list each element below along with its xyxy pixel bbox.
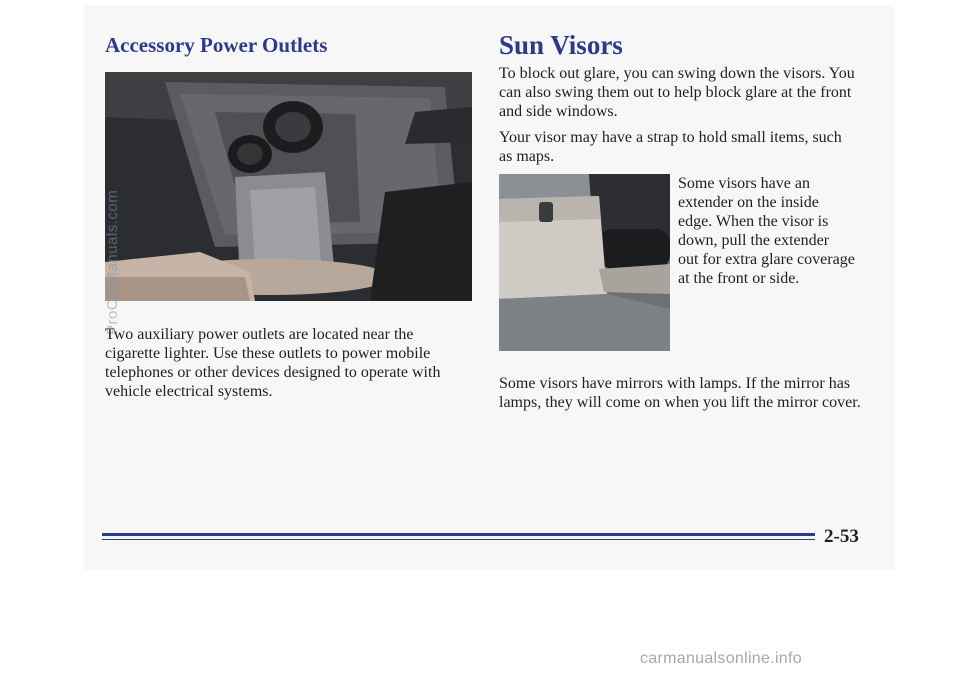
power-outlets-line-1: Two auxiliary power outlets are located near the bbox=[105, 326, 414, 343]
power-outlet-photo-graphic bbox=[105, 72, 472, 301]
power-outlets-line-3: telephones or other devices designed to operate with bbox=[105, 364, 441, 381]
visor-extender-line-1: Some visors have an bbox=[678, 175, 810, 192]
power-outlet-photo bbox=[105, 72, 472, 301]
visor-strap-line-2: as maps. bbox=[499, 148, 555, 165]
visor-mirror-line-1: Some visors have mirrors with lamps. If the mirror has bbox=[499, 375, 851, 392]
section-heading-accessory-power-outlets: Accessory Power Outlets bbox=[105, 33, 328, 57]
power-outlets-line-2: cigarette lighter. Use these outlets to power mobile bbox=[105, 345, 431, 362]
visor-extender-line-4: down, pull the extender bbox=[678, 232, 830, 249]
footer-rule-thick bbox=[102, 533, 815, 536]
visor-strap-line-1: Your visor may have a strap to hold small items, such bbox=[499, 129, 842, 146]
sun-visors-line-3: and side windows. bbox=[499, 103, 618, 120]
visor-extender-line-3: edge. When the visor is bbox=[678, 213, 829, 230]
visor-extender-line-6: at the front or side. bbox=[678, 270, 800, 287]
page-number: 2-53 bbox=[824, 526, 859, 547]
section-heading-sun-visors: Sun Visors bbox=[499, 30, 623, 60]
sun-visor-photo bbox=[499, 174, 670, 351]
footer-rule-thin bbox=[102, 539, 815, 540]
footer-watermark: carmanualsonline.info bbox=[640, 650, 802, 667]
visor-extender-line-2: extender on the inside bbox=[678, 194, 819, 211]
sun-visors-line-2: can also swing them out to help block glare at the front bbox=[499, 84, 852, 101]
visor-mirror-line-2: lamps, they will come on when you lift the mirror cover. bbox=[499, 394, 861, 411]
visor-extender-line-5: out for extra glare coverage bbox=[678, 251, 855, 268]
sun-visor-photo-graphic bbox=[499, 174, 670, 351]
sun-visors-line-1: To block out glare, you can swing down the visors. You bbox=[499, 65, 855, 82]
side-watermark: ProCarManuals.com bbox=[104, 189, 121, 335]
power-outlets-line-4: vehicle electrical systems. bbox=[105, 383, 273, 400]
